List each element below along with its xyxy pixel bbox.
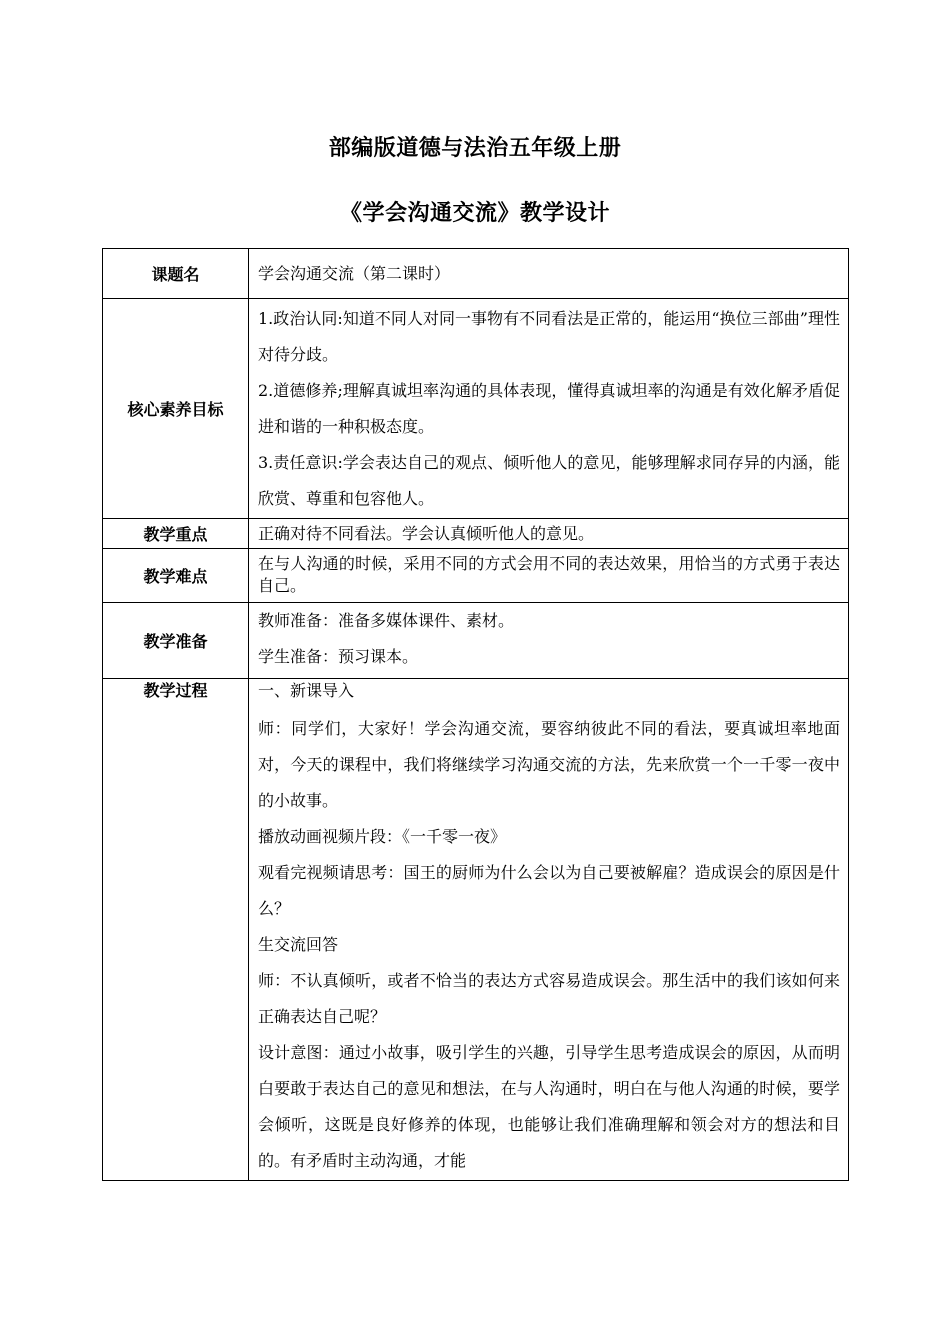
table-row-topic	[103, 249, 849, 299]
lesson-plan-table	[102, 248, 849, 1181]
process-paragraph: 师：同学们，大家好！学会沟通交流，要容纳彼此不同的看法，要真诚坦率地面对，今天的课程中，我们将继续学习沟通交流的方法，先来欣赏一个一千零一夜中的小故事。	[258, 719, 840, 810]
topic-text: 学会沟通交流（第二课时）	[258, 263, 451, 283]
goal-item: 2.道德修养;理解真诚坦率沟通的具体表现，懂得真诚坦率的沟通是有效化解矛盾促进和谐的一种积极态度。	[258, 381, 840, 436]
key-points-text: 正确对待不同看法。学会认真倾听他人的意见。	[258, 523, 595, 543]
process-paragraph: 观看完视频请思考：国王的厨师为什么会以为自己要被解雇？造成误会的原因是什么？	[258, 863, 840, 918]
document-subtitle: 《学会沟通交流》教学设计	[339, 201, 610, 226]
preparation-item: 学生准备：预习课本。	[258, 647, 419, 666]
process-paragraph: 播放动画视频片段：《一千零一夜》	[258, 827, 507, 846]
row-content-difficulties	[249, 549, 849, 603]
row-label-difficulties: 教学难点	[103, 549, 249, 603]
process-paragraph: 师：不认真倾听，或者不恰当的表达方式容易造成误会。那生活中的我们该如何来正确表达自己呢？	[258, 971, 840, 1026]
goal-item: 3.责任意识:学会表达自己的观点、倾听他人的意见，能够理解求同存异的内涵，能欣赏、尊重和包容他人。	[258, 453, 840, 508]
row-content-preparation	[249, 603, 849, 679]
row-label-topic: 课题名	[103, 249, 249, 299]
row-label-process: 教学过程	[103, 679, 249, 1181]
preparation-item: 教师准备：准备多媒体课件、素材。	[258, 611, 515, 630]
process-paragraph: 生交流回答	[258, 935, 339, 954]
table-row-process	[103, 679, 849, 1181]
difficulties-text: 在与人沟通的时候，采用不同的方式会用不同的表达效果，用恰当的方式勇于表达自己。	[258, 554, 840, 595]
table-row-preparation	[103, 603, 849, 679]
process-paragraph: 一、新课导入	[258, 681, 355, 700]
row-label-key-points: 教学重点	[103, 519, 249, 549]
document-title: 部编版道德与法治五年级上册	[328, 136, 622, 161]
row-label-goals: 核心素养目标	[103, 299, 249, 519]
table-row-key-points	[103, 519, 849, 549]
table-row-difficulties	[103, 549, 849, 603]
goal-item: 1.政治认同:知道不同人对同一事物有不同看法是正常的，能运用“换位三部曲”理性对待分歧。	[258, 309, 840, 364]
row-content-goals	[249, 299, 849, 519]
row-content-topic	[249, 249, 849, 299]
row-content-process	[249, 679, 849, 1181]
process-paragraph: 设计意图：通过小故事，吸引学生的兴趣，引导学生思考造成误会的原因，从而明白要敢于表达自己的意见和想法，在与人沟通时，明白在与他人沟通的时候，要学会倾听，这既是良好修养的体现，也能够让我们准确理解和领会对方的想法和目的。有矛盾时主动沟通，才能	[258, 1043, 840, 1170]
row-label-preparation: 教学准备	[103, 603, 249, 679]
row-content-key-points	[249, 519, 849, 549]
table-row-goals	[103, 299, 849, 519]
